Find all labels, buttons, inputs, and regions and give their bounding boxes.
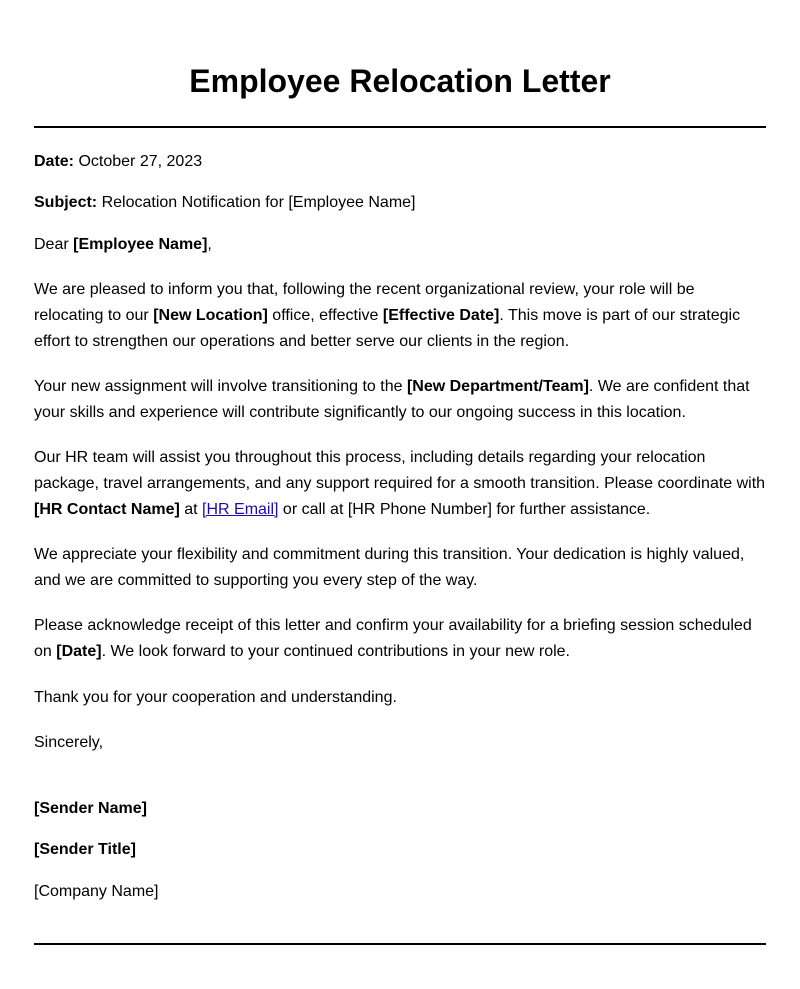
p3-text: or call at [HR Phone Number] for further assistance.	[278, 501, 651, 518]
p1-line-1: We are pleased to inform you that, following the recent organizational review, your role will be	[34, 281, 695, 298]
subject-label: Subject:	[34, 194, 98, 211]
p1-text: office, effective	[267, 307, 383, 324]
hr-contact-placeholder: [HR Contact Name]	[34, 501, 180, 518]
thank-you-line: Thank you for your cooperation and understanding.	[34, 689, 397, 706]
greeting-name: [Employee Name]	[73, 236, 208, 253]
letter-title: Employee Relocation Letter	[189, 63, 611, 99]
subject-line	[34, 190, 774, 216]
briefing-date-placeholder: [Date]	[56, 643, 102, 660]
p5-line-2	[34, 639, 774, 665]
p2-line-2: your skills and experience will contribute significantly to our ongoing success in this location.	[34, 404, 686, 421]
p3-line-1: Our HR team will assist you throughout this process, including details regarding your relocation	[34, 449, 706, 466]
p2-text: . We are confident that	[588, 378, 750, 395]
sender-name: [Sender Name]	[34, 800, 147, 817]
p4-line-2: and we are committed to supporting you every step of the way.	[34, 572, 478, 589]
date-label: Date:	[34, 153, 75, 170]
p5-line-1: Please acknowledge receipt of this letter and confirm your availability for a briefing session scheduled	[34, 617, 752, 634]
p3-line-2: package, travel arrangements, and any support required for a smooth transition. Please coordinate with	[34, 475, 766, 492]
hr-email-link[interactable]: [HR Email]	[202, 501, 279, 518]
p5-text: on	[34, 643, 57, 660]
greeting-prefix: Dear	[34, 236, 74, 253]
p5-text: . We look forward to your continued contributions in your new role.	[101, 643, 570, 660]
bottom-divider	[34, 943, 766, 945]
sender-title: [Sender Title]	[34, 841, 136, 858]
top-divider	[34, 126, 766, 128]
new-location-placeholder: [New Location]	[153, 307, 268, 324]
p3-line-3	[34, 497, 774, 523]
date-line	[34, 149, 774, 175]
subject-value: Relocation Notification for [Employee Name]	[101, 194, 416, 211]
effective-date-placeholder: [Effective Date]	[382, 307, 500, 324]
new-department-placeholder: [New Department/Team]	[406, 378, 589, 395]
p4-line-1: We appreciate your flexibility and commitment during this transition. Your dedication is highly valued,	[34, 546, 745, 563]
greeting-suffix: ,	[207, 236, 212, 253]
date-value: October 27, 2023	[78, 153, 203, 170]
p1-text: . This move is part of our strategic	[499, 307, 741, 324]
p2-text: Your new assignment will involve transitioning to the	[34, 378, 407, 395]
p1-line-2	[34, 303, 774, 329]
p2-line-1	[34, 374, 774, 400]
p1-text: relocating to our	[34, 307, 154, 324]
company-name: [Company Name]	[34, 883, 159, 900]
closing-line: Sincerely,	[34, 734, 104, 751]
p3-text: at	[179, 501, 203, 518]
greeting-line	[34, 232, 774, 258]
p1-line-3: effort to strengthen our operations and better serve our clients in the region.	[34, 333, 570, 350]
